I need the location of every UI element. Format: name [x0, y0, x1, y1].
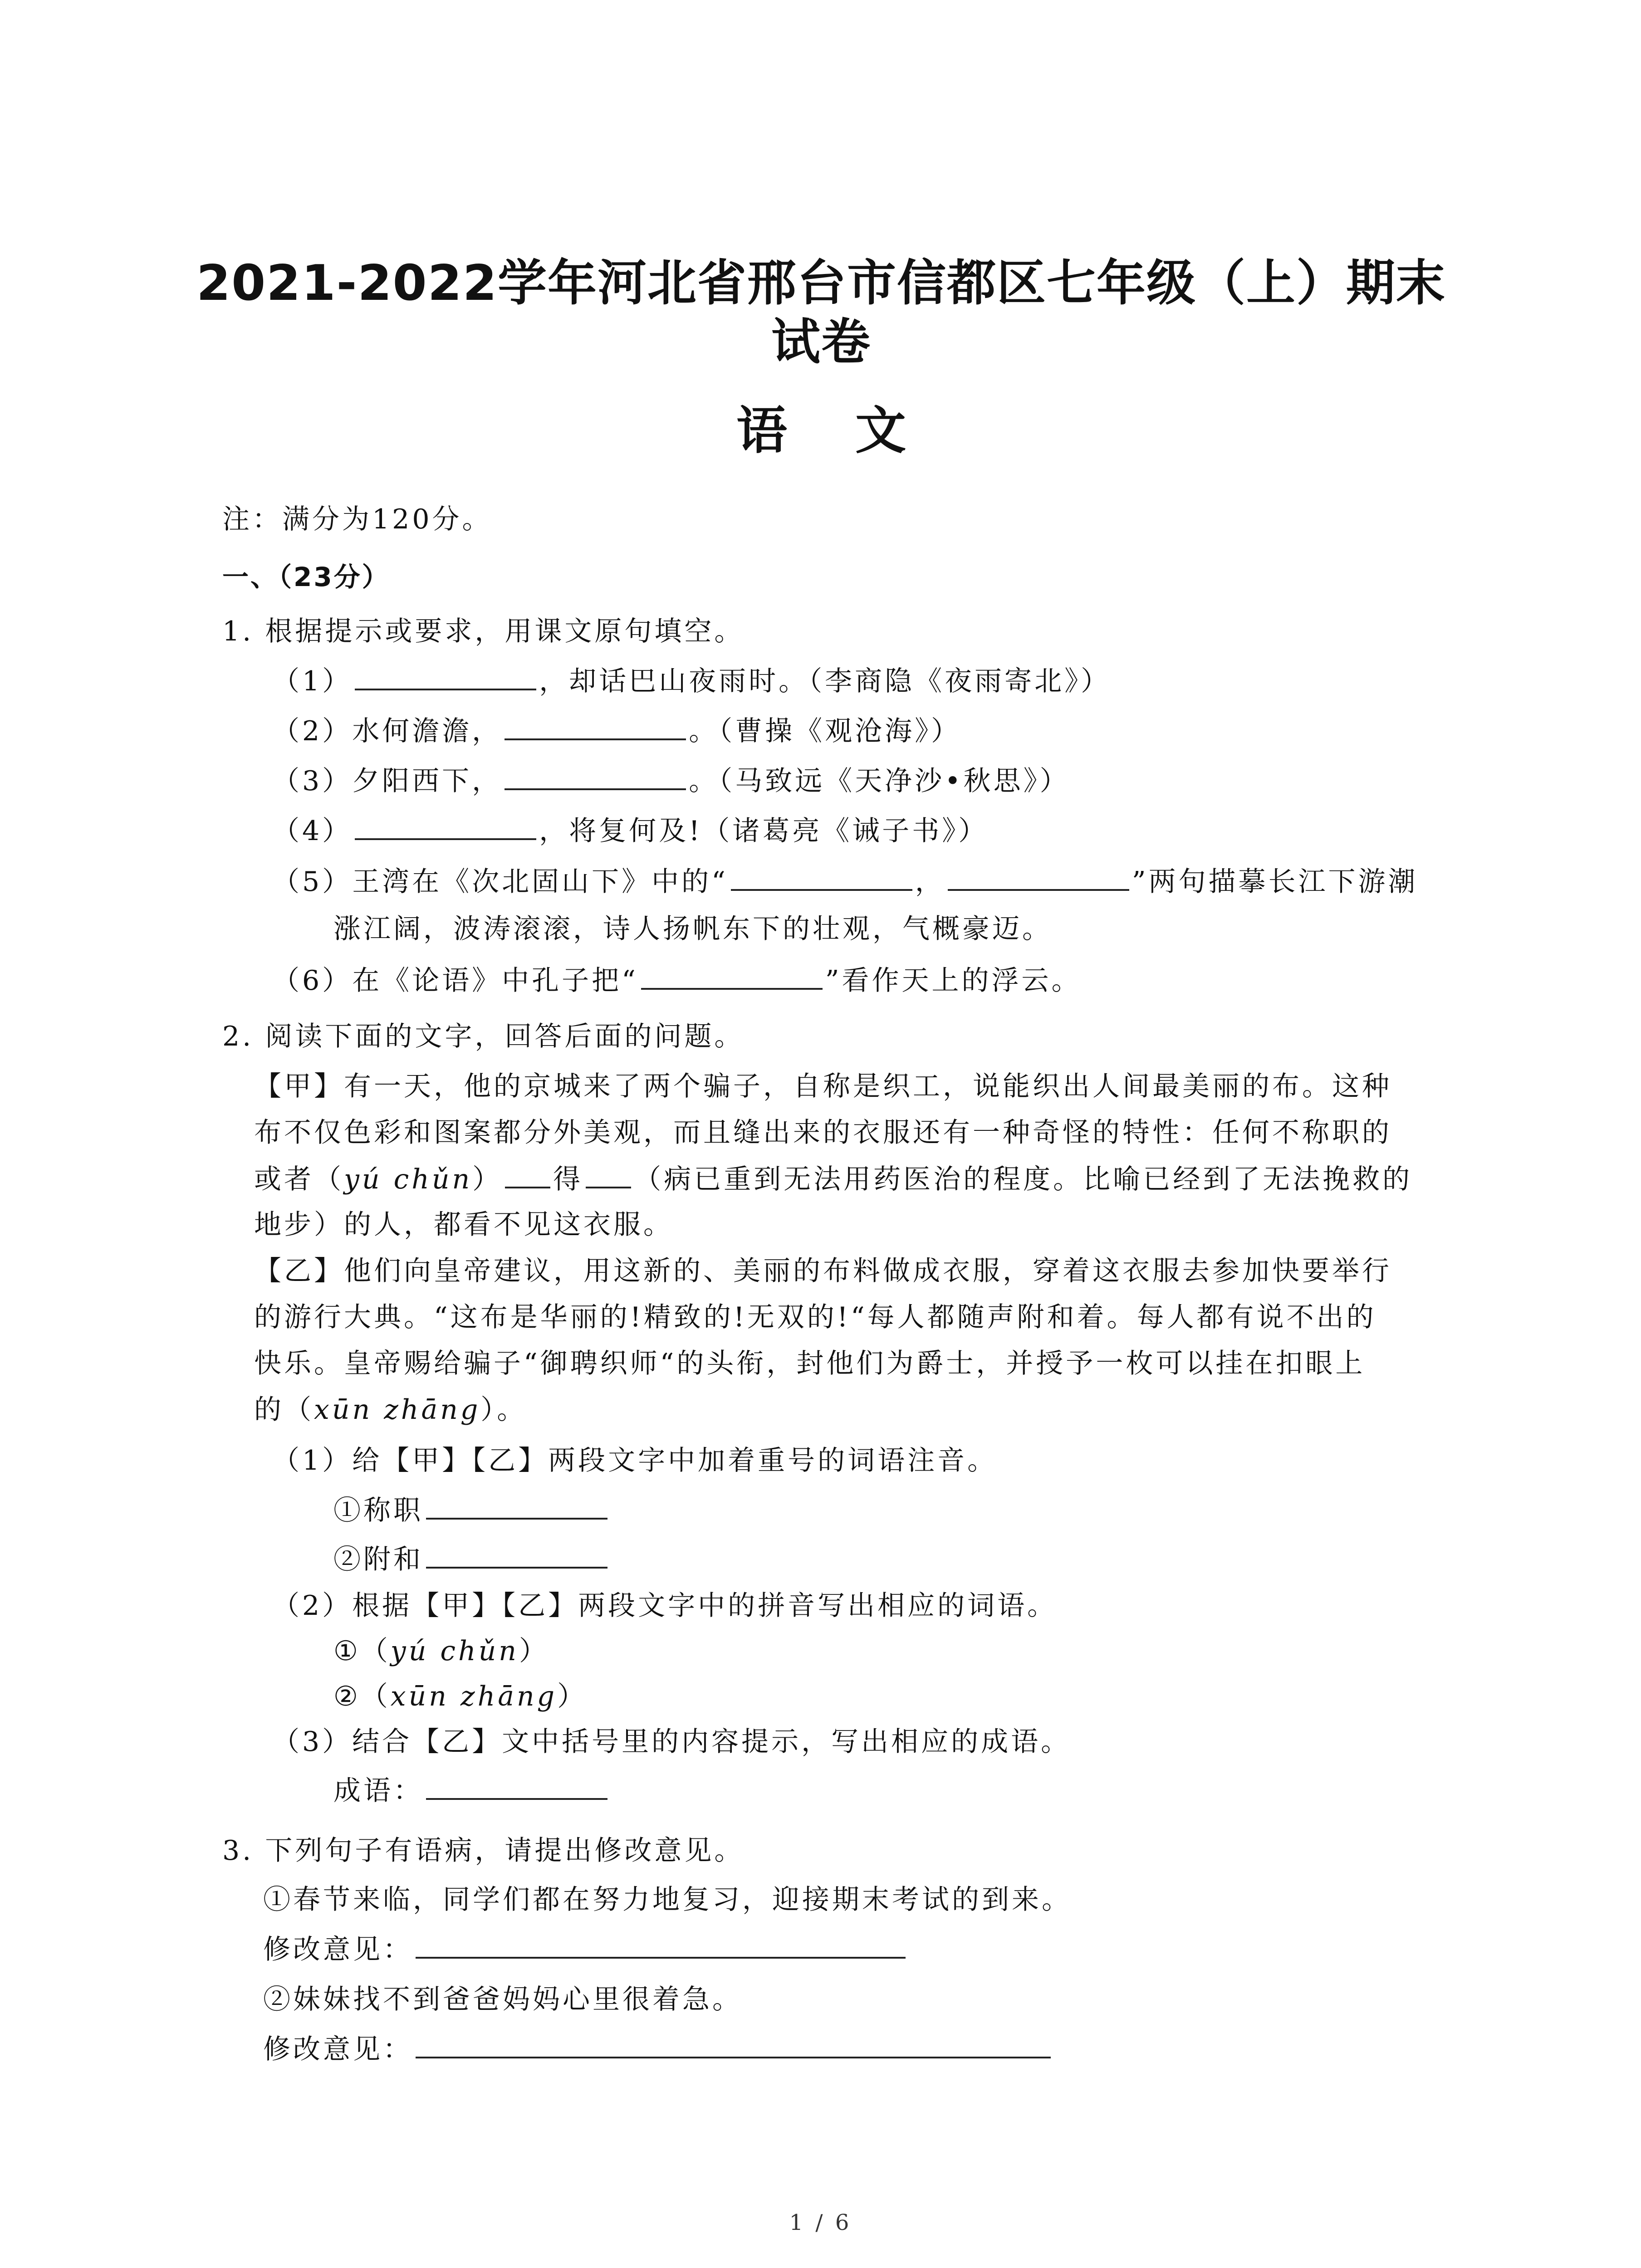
- question-2-stem: 2. 阅读下面的文字，回答后面的问题。: [222, 1021, 745, 1052]
- passage-text: 或者（: [254, 1163, 344, 1195]
- item-number: （5）: [272, 866, 353, 898]
- q1-item-2: [272, 713, 961, 749]
- passage-text: 的（: [254, 1394, 314, 1426]
- q1-item-3: [272, 763, 1070, 799]
- passage-yi-line: [254, 1392, 527, 1428]
- item-text: ②（: [333, 1681, 391, 1712]
- passage-text: （病已重到无法用药医治的程度。比喻已经到了无法挽救的: [634, 1163, 1413, 1195]
- answer-blank[interactable]: [505, 763, 686, 790]
- answer-blank[interactable]: [355, 813, 536, 840]
- question-3-stem: 3. 下列句子有语病，请提出修改意见。: [222, 1835, 745, 1867]
- answer-blank[interactable]: [505, 713, 686, 740]
- passage-yi-line: 快乐。皇帝赐给骗子“御聘织师“的头衔，封他们为爵士，并授予一枚可以挂在扣眼上: [254, 1348, 1366, 1379]
- answer-label: 修改意见：: [263, 2033, 413, 2065]
- word-label: ①称职: [333, 1495, 423, 1526]
- item-text: ）: [519, 1635, 549, 1667]
- question-1-stem: 1. 根据提示或要求，用课文原句填空。: [222, 616, 745, 647]
- item-number: （6）: [272, 965, 353, 997]
- answer-blank[interactable]: [948, 864, 1129, 891]
- item-text: 。（曹操《观沧海》）: [689, 715, 961, 747]
- section-heading: 一、（23分）: [222, 562, 390, 592]
- subject-heading: 语文: [736, 401, 974, 460]
- item-number: （2）: [272, 715, 353, 747]
- q1-item-4: [272, 813, 988, 849]
- pinyin: yú chǔn: [390, 1635, 519, 1667]
- answer-blank[interactable]: [641, 963, 823, 990]
- q2-part-3-answer: [333, 1773, 610, 1809]
- q2-part-1-a: [333, 1492, 610, 1529]
- pinyin: xūn zhāng: [390, 1681, 558, 1712]
- q2-part-1: （1）给【甲】【乙】两段文字中加着重号的词语注音。: [272, 1445, 998, 1476]
- passage-text: 得: [553, 1163, 583, 1195]
- passage-jia-line: [254, 1161, 1412, 1198]
- exam-title: 2021-2022学年河北省邢台市信都区七年级（上）期末: [196, 255, 1446, 312]
- answer-blank[interactable]: [426, 1492, 607, 1520]
- pinyin: xūn zhāng: [314, 1394, 481, 1426]
- word-label: ②附和: [333, 1544, 423, 1575]
- score-note: 注：满分为120分。: [222, 503, 492, 535]
- item-text: 王湾在《次北固山下》中的“: [352, 866, 728, 898]
- answer-blank[interactable]: [416, 1931, 906, 1959]
- item-text: ，将复何及!（诸葛亮《诫子书》）: [539, 815, 989, 847]
- item-text: 在《论语》中孔子把“: [352, 965, 638, 997]
- q1-item-5: [272, 864, 1418, 900]
- answer-label: 修改意见：: [263, 1934, 413, 1965]
- answer-blank[interactable]: [426, 1541, 607, 1569]
- pinyin: yú chǔn: [344, 1163, 473, 1195]
- answer-blank[interactable]: [426, 1773, 607, 1800]
- q1-item-6: [272, 963, 1082, 999]
- passage-text: ）: [472, 1163, 503, 1195]
- q1-item-5-continued: 涨江阔，波涛滚滚，诗人扬帆东下的壮观，气概豪迈。: [333, 913, 1052, 945]
- item-text: ”两句描摹长江下游潮: [1132, 866, 1418, 898]
- q2-part-1-b: [333, 1541, 610, 1578]
- q2-part-2-a: [333, 1633, 549, 1669]
- exam-title-continued: 试卷: [771, 314, 871, 371]
- item-number: （3）: [272, 765, 353, 797]
- q3-answer-1: [263, 1931, 908, 1968]
- passage-jia-line: 布不仅色彩和图案都分外美观，而且缝出来的衣服还有一种奇怪的特性：任何不称职的: [254, 1117, 1392, 1149]
- item-text: ，却话巴山夜雨时。（李商隐《夜雨寄北》）: [539, 665, 1111, 697]
- passage-jia-line: 【甲】有一天，他的京城来了两个骗子，自称是织工，说能织出人间最美丽的布。这种: [254, 1070, 1392, 1102]
- item-text: 夕阳西下，: [352, 765, 502, 797]
- q2-part-3: （3）结合【乙】文中括号里的内容提示，写出相应的成语。: [272, 1726, 1071, 1758]
- answer-blank[interactable]: [586, 1161, 631, 1188]
- q3-sentence-1: ①春节来临，同学们都在努力地复习，迎接期末考试的到来。: [263, 1884, 1072, 1916]
- passage-text: ）。: [480, 1394, 527, 1426]
- q3-answer-2: [263, 2031, 1053, 2068]
- item-text: ）: [557, 1681, 588, 1712]
- item-text: ”看作天上的浮云。: [825, 965, 1082, 997]
- passage-yi-line: 的游行大典。“这布是华丽的!精致的!无双的!“每人都随声附和着。每人都有说不出的: [254, 1301, 1376, 1333]
- item-text: ①（: [333, 1635, 391, 1667]
- q2-part-2-b: [333, 1678, 587, 1715]
- item-text: 。（马致远《天净沙•秋思》）: [689, 765, 1070, 797]
- page-number: 1 / 6: [789, 2210, 852, 2235]
- passage-yi-line: 【乙】他们向皇帝建议，用这新的、美丽的布料做成衣服，穿着这衣服去参加快要举行: [254, 1255, 1392, 1287]
- item-number: （1）: [272, 665, 353, 697]
- q3-sentence-2: ②妹妹找不到爸爸妈妈心里很着急。: [263, 1984, 742, 2015]
- answer-blank[interactable]: [416, 2031, 1051, 2058]
- answer-blank[interactable]: [731, 864, 912, 891]
- item-text: ，: [915, 866, 945, 898]
- item-number: （4）: [272, 815, 353, 847]
- passage-jia-line: 地步）的人，都看不见这衣服。: [254, 1209, 673, 1241]
- item-text: 水何澹澹，: [352, 715, 502, 747]
- q2-part-2: （2）根据【甲】【乙】两段文字中的拼音写出相应的词语。: [272, 1590, 1058, 1622]
- q1-item-1: [272, 663, 1111, 699]
- answer-blank[interactable]: [355, 663, 536, 690]
- answer-label: 成语：: [333, 1775, 423, 1807]
- answer-blank[interactable]: [505, 1161, 550, 1188]
